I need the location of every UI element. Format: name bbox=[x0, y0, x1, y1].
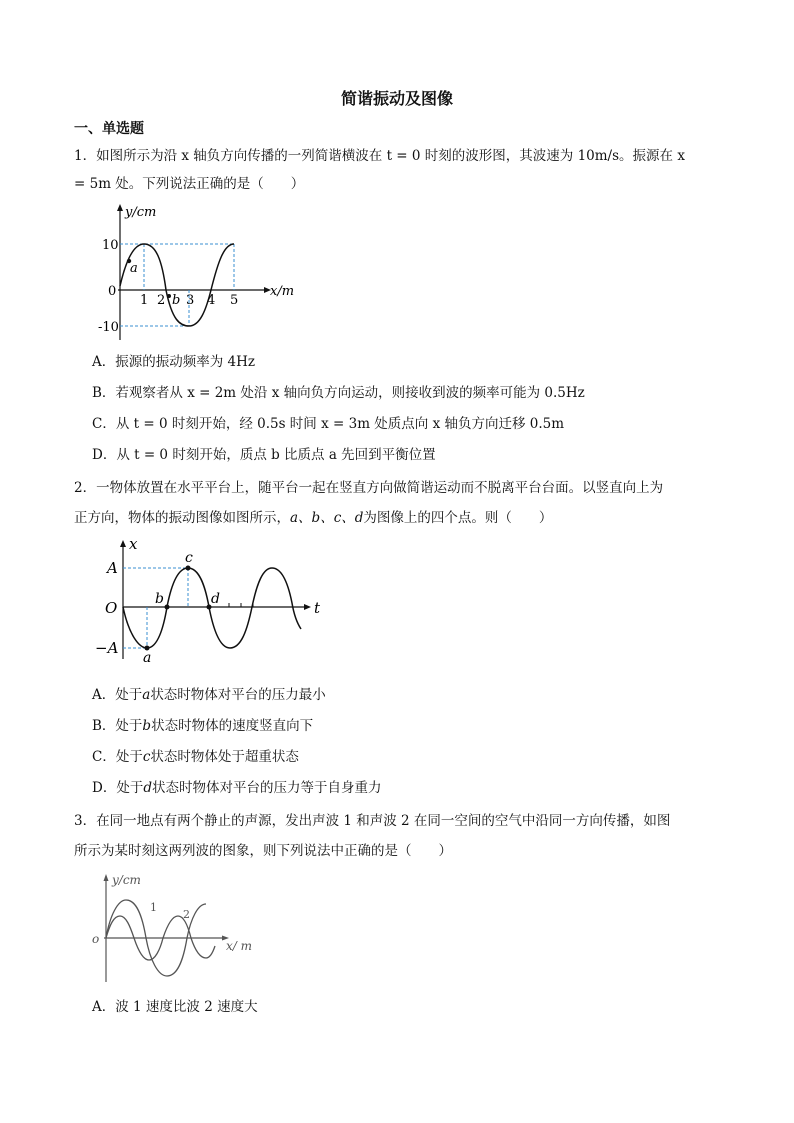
q3-y-axis-label: y/cm bbox=[112, 873, 141, 887]
q3-stem-line1: 3．在同一地点有两个静止的声源，发出声波 1 和声波 2 在同一空间的空气中沿同一方向传播，如图 bbox=[74, 813, 671, 829]
q2-option-b[interactable] bbox=[92, 716, 313, 736]
q2-option-d[interactable] bbox=[92, 778, 381, 798]
q3-y-arrow bbox=[104, 874, 109, 881]
q2-option-d-text: 状态时物体对平台的压力等于自身重力 bbox=[151, 780, 382, 796]
page-title: 简谐振动及图像 bbox=[340, 89, 453, 108]
q2-stem-line2 bbox=[74, 508, 552, 528]
q2-origin-label: O bbox=[105, 599, 118, 617]
q1-option-b[interactable]: B．若观察者从 x = 2m 处沿 x 轴向负方向运动，则接收到波的频率可能为 0.5Hz bbox=[92, 385, 585, 401]
q2-label-b: b bbox=[155, 591, 164, 607]
q3-origin-label: o bbox=[92, 932, 100, 946]
q2-option-a[interactable] bbox=[92, 685, 326, 705]
q3-wave-1-label: 1 bbox=[150, 901, 157, 914]
q1-label-a: a bbox=[130, 261, 138, 276]
q1-option-c[interactable]: C．从 t = 0 时刻开始，经 0.5s 时间 x = 3m 处质点向 x 轴负方向迁移 0.5m bbox=[92, 416, 565, 432]
q2-y-axis-label: x bbox=[129, 535, 138, 553]
q1-y-tick-neg10: -10 bbox=[98, 320, 119, 335]
q3-waves-figure bbox=[88, 870, 263, 985]
q2-option-b-prefix: B．处于 bbox=[92, 718, 143, 734]
q1-x-tick-5: 5 bbox=[230, 293, 239, 308]
q2-option-c-text: 状态时物体处于超重状态 bbox=[150, 749, 299, 765]
q2-y-tick-A: A bbox=[107, 559, 118, 577]
q2-option-d-prefix: D．处于 bbox=[92, 780, 144, 796]
q1-x-tick-1: 1 bbox=[140, 293, 149, 308]
q2-label-a: a bbox=[143, 650, 152, 666]
q1-stem-line1: 1．如图所示为沿 x 轴负方向传播的一列简谐横波在 t = 0 时刻的波形图，其波速为 10m/s。振源在 x bbox=[74, 148, 685, 164]
q2-option-b-text: 状态时物体的速度竖直向下 bbox=[151, 718, 314, 734]
q1-y-axis-label: y/cm bbox=[125, 205, 157, 220]
q1-option-d[interactable]: D．从 t = 0 时刻开始，质点 b 比质点 a 先回到平衡位置 bbox=[92, 447, 436, 463]
q3-wave-2-label: 2 bbox=[183, 908, 190, 921]
q2-stem-line1: 2．一物体放置在水平平台上，随平台一起在竖直方向做简谐运动而不脱离平台台面。以竖直向上为 bbox=[74, 480, 664, 496]
q1-x-tick-2: 2 bbox=[157, 293, 166, 308]
q2-y-arrow bbox=[120, 540, 126, 547]
q3-option-a[interactable]: A．波 1 速度比波 2 速度大 bbox=[92, 999, 258, 1015]
q1-option-a[interactable]: A．振源的振动频率为 4Hz bbox=[92, 354, 256, 370]
q2-stem-line2-end: 为图像上的四个点。则（ ） bbox=[363, 510, 553, 526]
q2-option-c[interactable] bbox=[92, 747, 299, 767]
q1-point-b bbox=[167, 294, 171, 298]
q2-option-a-var: a bbox=[142, 687, 151, 703]
q2-point-c bbox=[186, 566, 191, 571]
q2-point-b bbox=[165, 605, 170, 610]
q1-x-axis-label: x/m bbox=[270, 284, 295, 299]
section-heading: 一、单选题 bbox=[74, 121, 144, 137]
q2-label-c: c bbox=[185, 550, 193, 566]
q3-stem-line2: 所示为某时刻这两列波的图象，则下列说法中正确的是（ ） bbox=[74, 843, 452, 859]
q1-y-tick-10: 10 bbox=[102, 238, 119, 253]
q1-x-tick-3: 3 bbox=[186, 293, 195, 308]
q2-option-d-var: d bbox=[143, 780, 152, 796]
q1-wave-figure bbox=[98, 200, 308, 345]
q2-option-a-text: 状态时物体对平台的压力最小 bbox=[150, 687, 326, 703]
q1-label-b: b bbox=[172, 293, 181, 308]
q1-stem-line2: = 5m 处。下列说法正确的是（ ） bbox=[74, 176, 305, 192]
q2-y-tick-negA: −A bbox=[95, 639, 119, 657]
q3-x-axis-label: x/ m bbox=[226, 939, 253, 953]
q2-x-axis-label: t bbox=[314, 599, 321, 617]
q2-option-b-var: b bbox=[142, 718, 152, 734]
q2-stem-line2-start: 正方向，物体的振动图像如图所示， bbox=[74, 510, 290, 526]
q1-y-arrow bbox=[117, 204, 123, 211]
q2-label-d: d bbox=[211, 591, 220, 607]
q2-vibration-figure bbox=[95, 535, 335, 667]
q2-option-a-prefix: A．处于 bbox=[92, 687, 143, 703]
q2-option-c-var: c bbox=[142, 749, 151, 765]
q2-option-c-prefix: C．处于 bbox=[92, 749, 143, 765]
q1-wave-curve bbox=[120, 244, 234, 326]
q2-points-list: a、b、c、d bbox=[290, 510, 364, 526]
q1-x-tick-4: 4 bbox=[207, 293, 216, 308]
q1-origin-label: 0 bbox=[108, 284, 117, 299]
q2-vibration-curve bbox=[123, 568, 301, 648]
q2-x-arrow bbox=[304, 604, 311, 610]
